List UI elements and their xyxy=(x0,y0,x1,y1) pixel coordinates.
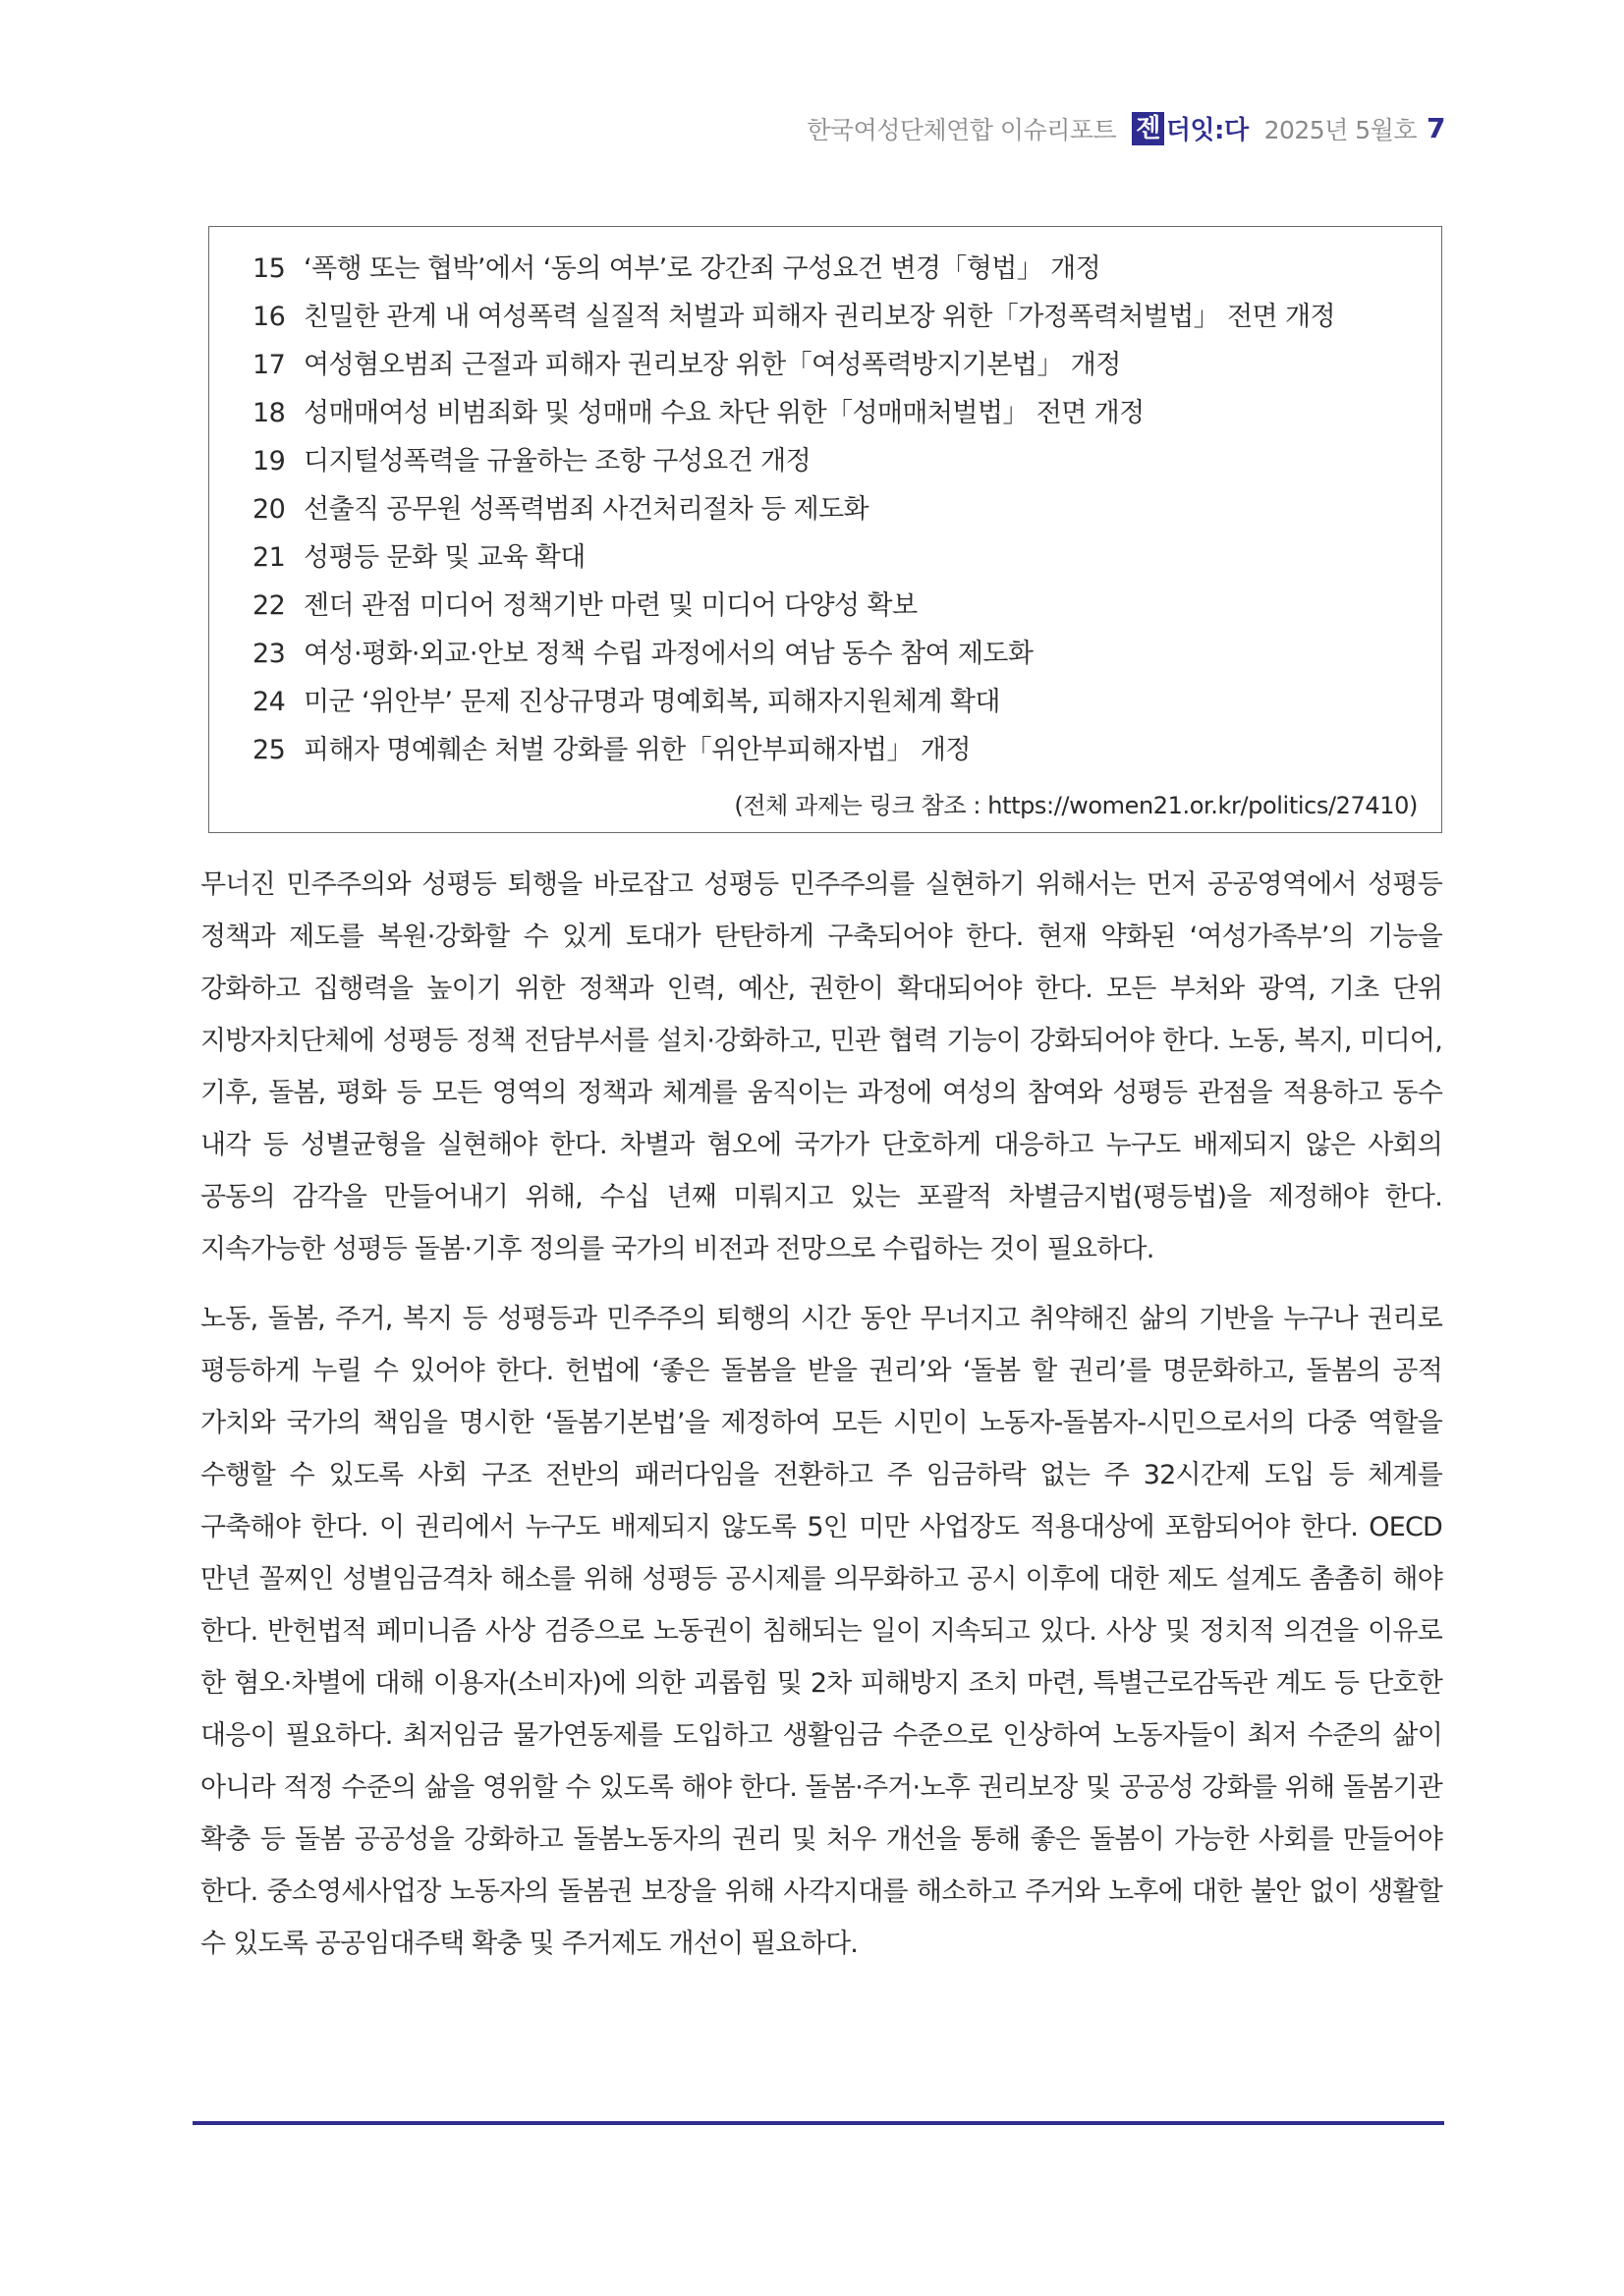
logo-part-4: 다 xyxy=(1223,116,1249,145)
agenda-item-text: 디지털성폭력을 규율하는 조항 구성요건 개정 xyxy=(304,446,812,476)
agenda-item-number: 21 xyxy=(252,542,286,573)
agenda-item xyxy=(252,437,1422,485)
agenda-item-number: 15 xyxy=(252,253,286,284)
agenda-item-number: 20 xyxy=(252,494,286,525)
agenda-item-text: 여성혐오범죄 근절과 피해자 권리보장 위한「여성폭력방지기본법」 개정 xyxy=(304,350,1121,380)
agenda-item-text: 젠더 관점 미디어 정책기반 마련 및 미디어 다양성 확보 xyxy=(304,590,918,621)
agenda-item-number: 23 xyxy=(252,639,286,669)
agenda-item xyxy=(252,293,1422,341)
logo-part-1: 젠 xyxy=(1132,112,1164,145)
agenda-item-text: 미군 ‘위안부’ 문제 진상규명과 명예회복, 피해자지원체계 확대 xyxy=(304,687,1000,717)
body-paragraph: 노동, 돌봄, 주거, 복지 등 성평등과 민주주의 퇴행의 시간 동안 무너지고 취약해진 삶의 기반을 누구나 권리로 평등하게 누릴 수 있어야 한다. 헌법에 ‘좋은 돌봄을 받을 권리’와 ‘돌봄 할 권리’를 명문화하고, 돌봄의 공적 가치와 국가의 책임을 명시한 ‘돌봄기본법’을 제정하여 모든 시민이 노동자-돌봄자-시민으로서의 다중 역할을 수행할 수 있도록 사회 구조 전반의 패러다임을 전환하고 주 임금하락 없는 주 32시간제 도입 등 체계를 구축해야 한다. 이 권리에서 누구도 배제되지 않도록 5인 미만 사업장도 적용대상에 포함되어야 한다. OECD 만년 꼴찌인 성별임금격차 해소를 위해 성평등 공시제를 의무화하고 공시 이후에 대한 제도 설계도 촘촘히 해야 한다. 반헌법적 페미니즘 사상 검증으로 노동권이 침해되는 일이 지속되고 있다. 사상 및 정치적 의견을 이유로 한 혐오·차별에 대해 이용자(소비자)에 의한 괴롭힘 및 2차 피해방지 조치 마련, 특별근로감독관 계도 등 단호한 대응이 필요하다. 최저임금 물가연동제를 도입하고 생활임금 수준으로 인상하여 노동자들이 최저 수준의 삶이 아니라 적정 수준의 삶을 영위할 수 있도록 해야 한다. 돌봄·주거·노후 권리보장 및 공공성 강화를 위해 돌봄기관 확충 등 돌봄 공공성을 강화하고 돌봄노동자의 권리 및 처우 개선을 통해 좋은 돌봄이 가능한 사회를 만들어야 한다. 중소영세사업장 노동자의 돌봄권 보장을 위해 사각지대를 해소하고 주거와 노후에 대한 불안 없이 생활할 수 있도록 공공임대주택 확충 및 주거제도 개선이 필요하다. xyxy=(200,1304,1442,1959)
agenda-item-text: ‘폭행 또는 협박’에서 ‘동의 여부’로 강간죄 구성요건 변경「형법」 개정 xyxy=(304,253,1101,284)
agenda-item xyxy=(252,678,1422,726)
agenda-item xyxy=(252,533,1422,582)
agenda-item-text: 피해자 명예훼손 처벌 강화를 위한「위안부피해자법」 개정 xyxy=(304,735,971,765)
body-paragraph: 무너진 민주주의와 성평등 퇴행을 바로잡고 성평등 민주주의를 실현하기 위해서는 먼저 공공영역에서 성평등 정책과 제도를 복원·강화할 수 있게 토대가 탄탄하게 구축되어야 한다. 현재 약화된 ‘여성가족부’의 기능을 강화하고 집행력을 높이기 위한 정책과 인력, 예산, 권한이 확대되어야 한다. 모든 부처와 광역, 기초 단위 지방자치단체에 성평등 정책 전담부서를 설치·강화하고, 민관 협력 기능이 강화되어야 한다. 노동, 복지, 미디어, 기후, 돌봄, 평화 등 모든 영역의 정책과 체계를 움직이는 과정에 여성의 참여와 성평등 관점을 적용하고 동수 내각 등 성별균형을 실현해야 한다. 차별과 혐오에 국가가 단호하게 대응하고 누구도 배제되지 않은 사회의 공동의 감각을 만들어내기 위해, 수십 년째 미뤄지고 있는 포괄적 차별금지법(평등법)을 제정해야 한다. 지속가능한 성평등 돌봄·기후 정의를 국가의 비전과 전망으로 수립하는 것이 필요하다. xyxy=(200,869,1442,1264)
agenda-item-number: 16 xyxy=(252,302,286,332)
agenda-item-text: 친밀한 관계 내 여성폭력 실질적 처벌과 피해자 권리보장 위한「가정폭력처벌법」 전면 개정 xyxy=(304,302,1335,332)
publisher-name: 한국여성단체연합 이슈리포트 xyxy=(807,115,1117,144)
agenda-item xyxy=(252,582,1422,630)
agenda-item xyxy=(252,726,1422,774)
agenda-item-text: 성평등 문화 및 교육 확대 xyxy=(304,542,586,573)
page-header xyxy=(807,110,1445,146)
agenda-item-number: 22 xyxy=(252,590,286,621)
page-number: 7 xyxy=(1427,112,1445,144)
agenda-item-number: 24 xyxy=(252,687,286,717)
agenda-item-text: 선출직 공무원 성폭력범죄 사건처리절차 등 제도화 xyxy=(304,494,869,525)
body-paragraph-2-container xyxy=(200,1293,1442,1970)
agenda-item-text: 여성·평화·외교·안보 정책 수립 과정에서의 여남 동수 참여 제도화 xyxy=(304,639,1034,669)
report-logo xyxy=(1132,110,1248,146)
logo-part-3: 잇: xyxy=(1190,116,1224,145)
agenda-item-number: 19 xyxy=(252,446,286,476)
agenda-item xyxy=(252,341,1422,389)
agenda-item xyxy=(252,485,1422,533)
reference-link-note: (전체 과제는 링크 참조 : https://women21.or.kr/politics/27410) xyxy=(734,792,1418,819)
issue-date: 2025년 5월호 xyxy=(1263,115,1418,144)
agenda-item xyxy=(252,389,1422,437)
agenda-item-text: 성매매여성 비범죄화 및 성매매 수요 차단 위한「성매매처벌법」 전면 개정 xyxy=(304,398,1145,428)
agenda-item xyxy=(252,630,1422,678)
agenda-item-number: 17 xyxy=(252,350,286,380)
agenda-item-number: 25 xyxy=(252,735,286,765)
footer-divider xyxy=(193,2121,1444,2125)
agenda-item xyxy=(252,245,1422,293)
logo-part-2: 더 xyxy=(1165,116,1191,145)
agenda-box xyxy=(208,226,1442,833)
agenda-list xyxy=(252,245,1422,774)
body-paragraph-1-container xyxy=(200,859,1442,1275)
agenda-item-number: 18 xyxy=(252,398,286,428)
